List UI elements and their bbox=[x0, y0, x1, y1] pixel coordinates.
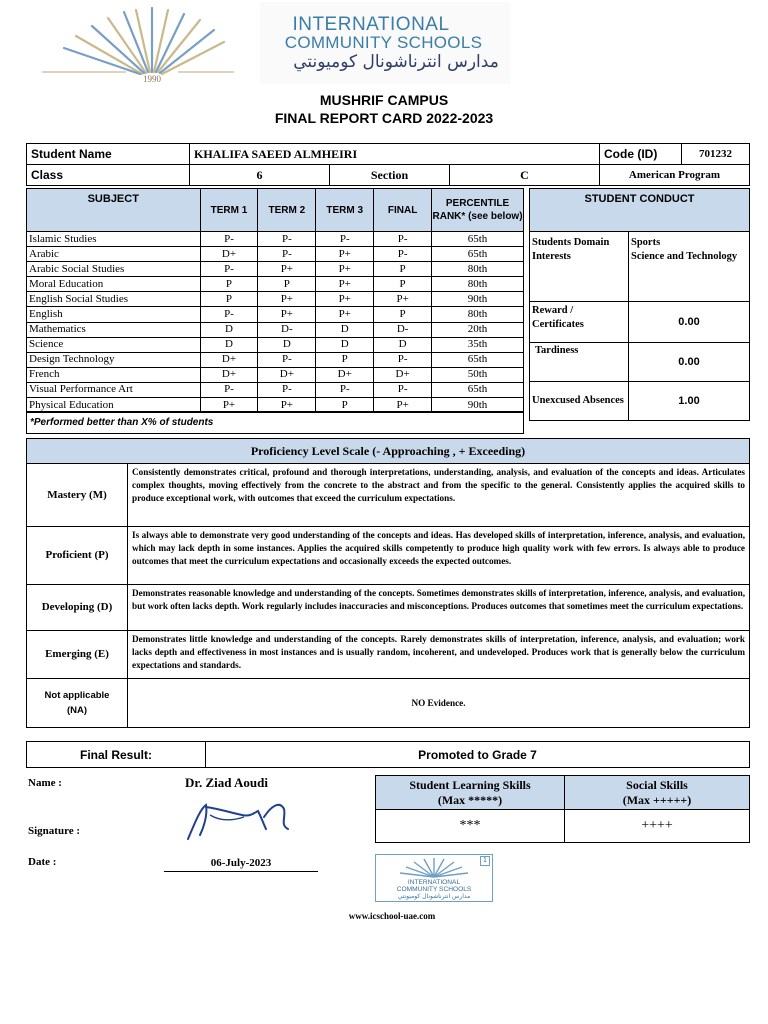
program-name: American Program bbox=[600, 165, 750, 186]
level-emerging-label: Emerging (E) bbox=[27, 631, 128, 679]
skills-table bbox=[375, 775, 750, 843]
percentile-rank: 80th bbox=[432, 307, 524, 322]
term2-grade: P- bbox=[258, 247, 316, 262]
social-skills-header bbox=[565, 776, 750, 810]
final-grade: D+ bbox=[374, 367, 432, 382]
term1-grade: D+ bbox=[200, 352, 258, 367]
percentile-rank: 90th bbox=[432, 292, 524, 307]
handwritten-signature bbox=[180, 795, 300, 850]
domain-interests-value bbox=[629, 232, 750, 302]
final-grade: P bbox=[374, 277, 432, 292]
final-result-table bbox=[26, 741, 750, 768]
reward-label: Reward / Certificates bbox=[530, 302, 629, 343]
school-name-line2: COMMUNITY SCHOOLS bbox=[284, 33, 483, 52]
grade-row bbox=[27, 292, 524, 307]
percentile-rank: 80th bbox=[432, 262, 524, 277]
level-na-label: Not applicable (NA) bbox=[27, 679, 128, 728]
term3-grade: P bbox=[316, 398, 374, 413]
term2-grade: D- bbox=[258, 322, 316, 337]
grade-row bbox=[27, 307, 524, 322]
level-proficient-text: Is always able to demonstrate very good understanding of the concepts and ideas. Has developed skills of interpretation, inference, analysis, and evaluation, which may lack depth in some instances. Applies the acquired skills competently to produce high quality work with few errors. Is always able to produce outcomes that meet the curriculum expectations and occasionally exceeds the expected outcomes. bbox=[128, 527, 750, 585]
final-grade: P- bbox=[374, 382, 432, 397]
percentile-rank: 65th bbox=[432, 382, 524, 397]
term2-grade: P+ bbox=[258, 262, 316, 277]
code-label: Code (ID) bbox=[600, 144, 682, 165]
student-name: KHALIFA SAEED ALMHEIRI bbox=[190, 144, 600, 165]
percentile-rank: 65th bbox=[432, 247, 524, 262]
grade-row bbox=[27, 337, 524, 352]
term1-grade: D+ bbox=[200, 367, 258, 382]
subject-name: Mathematics bbox=[27, 322, 201, 337]
percentile-footnote: *Performed better than X% of students bbox=[26, 411, 524, 434]
final-result-value: Promoted to Grade 7 bbox=[206, 742, 750, 768]
col-term3: TERM 3 bbox=[316, 189, 374, 232]
subject-name: Design Technology bbox=[27, 352, 201, 367]
subject-name: Physical Education bbox=[27, 398, 201, 413]
social-skills-label: Social Skills bbox=[626, 777, 688, 792]
term1-grade: P- bbox=[200, 232, 258, 247]
proficiency-title: Proficiency Level Scale (- Approaching , + Exceeding) bbox=[27, 439, 750, 464]
level-mastery-label: Mastery (M) bbox=[27, 464, 128, 527]
grade-row bbox=[27, 382, 524, 397]
report-title: FINAL REPORT CARD 2022-2023 bbox=[274, 110, 494, 126]
subject-name: English Social Studies bbox=[27, 292, 201, 307]
final-result-label: Final Result: bbox=[27, 742, 206, 768]
campus-name: MUSHRIF CAMPUS bbox=[319, 92, 449, 108]
term1-grade: D+ bbox=[200, 247, 258, 262]
term3-grade: P bbox=[316, 352, 374, 367]
subject-name: Visual Performance Art bbox=[27, 382, 201, 397]
percentile-rank: 90th bbox=[432, 398, 524, 413]
level-mastery-text: Consistently demonstrates critical, profound and thorough interpretations, understanding, analysis, and evaluation of the concepts and ideas. Articulates complex thoughts, moving effectively from the concrete to the abstract and from the specific to the general. Consistently applies the acquired skills to produce exceptional work, with outcomes that exceed the curriculum expectations. bbox=[128, 464, 750, 527]
signatory-name: Dr. Ziad Aoudi bbox=[185, 775, 268, 790]
subject-name: Arabic Social Studies bbox=[27, 262, 201, 277]
reward-value: 0.00 bbox=[629, 302, 750, 343]
grade-row bbox=[27, 232, 524, 247]
subject-name: Moral Education bbox=[27, 277, 201, 292]
class-value: 6 bbox=[190, 165, 330, 186]
subject-name: English bbox=[27, 307, 201, 322]
student-code: 701232 bbox=[682, 144, 750, 165]
stamp-number: 1 bbox=[480, 856, 490, 866]
percentile-rank: 65th bbox=[432, 232, 524, 247]
term3-grade: P+ bbox=[316, 307, 374, 322]
percentile-rank: 20th bbox=[432, 322, 524, 337]
term1-grade: P- bbox=[200, 307, 258, 322]
col-percentile: PERCENTILE RANK* (see below) bbox=[432, 189, 524, 232]
learning-skills-header bbox=[376, 776, 565, 810]
school-name-arabic: مدارس انترناشونال كوميونتي bbox=[293, 52, 499, 72]
term1-grade: P- bbox=[200, 262, 258, 277]
stamp-arabic: مدارس انترناشونال كوميونتي bbox=[397, 893, 471, 900]
term1-grade: D bbox=[200, 322, 258, 337]
term3-grade: D+ bbox=[316, 367, 374, 382]
term2-grade: P- bbox=[258, 382, 316, 397]
student-conduct-table bbox=[529, 188, 750, 421]
final-grade: P- bbox=[374, 232, 432, 247]
final-grade: D- bbox=[374, 322, 432, 337]
grades-table bbox=[26, 188, 524, 413]
term2-grade: P+ bbox=[258, 398, 316, 413]
grade-row bbox=[27, 367, 524, 382]
term2-grade: P bbox=[258, 277, 316, 292]
percentile-rank: 80th bbox=[432, 277, 524, 292]
learning-skills-max: (Max *****) bbox=[437, 792, 503, 807]
grade-row bbox=[27, 352, 524, 367]
final-grade: P bbox=[374, 262, 432, 277]
term3-grade: P+ bbox=[316, 247, 374, 262]
absences-label: Unexcused Absences bbox=[530, 382, 629, 421]
subject-name: Arabic bbox=[27, 247, 201, 262]
student-name-label: Student Name bbox=[27, 144, 190, 165]
term1-grade: P bbox=[200, 292, 258, 307]
term3-grade: D bbox=[316, 322, 374, 337]
term3-grade: P+ bbox=[316, 262, 374, 277]
subject-name: French bbox=[27, 367, 201, 382]
term1-grade: P- bbox=[200, 382, 258, 397]
term2-grade: D+ bbox=[258, 367, 316, 382]
subject-name: Science bbox=[27, 337, 201, 352]
final-grade: P bbox=[374, 307, 432, 322]
social-skills-value: ++++ bbox=[565, 810, 750, 843]
student-info-table bbox=[26, 143, 750, 186]
tardiness-value: 0.00 bbox=[629, 343, 750, 382]
final-grade: P- bbox=[374, 247, 432, 262]
proficiency-scale-table bbox=[26, 438, 750, 728]
logo-year: 1990 bbox=[143, 74, 161, 84]
subject-name: Islamic Studies bbox=[27, 232, 201, 247]
domain-interest-1: Sports bbox=[631, 237, 661, 248]
term3-grade: P+ bbox=[316, 292, 374, 307]
date-label: Date : bbox=[28, 856, 57, 868]
col-term2: TERM 2 bbox=[258, 189, 316, 232]
school-stamp bbox=[375, 854, 493, 902]
percentile-rank: 50th bbox=[432, 367, 524, 382]
level-developing-label: Developing (D) bbox=[27, 585, 128, 631]
stamp-line1: INTERNATIONAL bbox=[407, 879, 461, 886]
school-crest-logo bbox=[28, 2, 248, 84]
level-developing-text: Demonstrates reasonable knowledge and understanding of the concepts. Sometimes demonstrates skills of interpretation, inference, analysis, and evaluation, but work often lacks depth. Work regularly includes inaccuracies and misconceptions. Produces outcomes that sometimes meet the curriculum expectations. bbox=[128, 585, 750, 631]
term3-grade: P+ bbox=[316, 277, 374, 292]
term3-grade: P- bbox=[316, 232, 374, 247]
class-label: Class bbox=[27, 165, 190, 186]
level-proficient-label: Proficient (P) bbox=[27, 527, 128, 585]
section-label: Section bbox=[330, 165, 450, 186]
term2-grade: P- bbox=[258, 232, 316, 247]
conduct-title: STUDENT CONDUCT bbox=[530, 189, 750, 232]
term2-grade: P- bbox=[258, 352, 316, 367]
school-name-line1: INTERNATIONAL bbox=[292, 14, 450, 35]
final-grade: P+ bbox=[374, 398, 432, 413]
domain-interests-label: Students Domain Interests bbox=[530, 232, 629, 302]
term1-grade: P bbox=[200, 277, 258, 292]
tardiness-label: Tardiness bbox=[530, 343, 629, 382]
learning-skills-label: Student Learning Skills bbox=[409, 777, 531, 792]
col-term1: TERM 1 bbox=[200, 189, 258, 232]
school-website: www.icschool-uae.com bbox=[348, 911, 436, 921]
term2-grade: D bbox=[258, 337, 316, 352]
percentile-rank: 65th bbox=[432, 352, 524, 367]
level-na-text: NO Evidence. bbox=[128, 679, 750, 728]
name-label: Name : bbox=[28, 777, 62, 789]
term1-grade: D bbox=[200, 337, 258, 352]
domain-interest-2: Science and Technology bbox=[631, 251, 738, 262]
col-final: FINAL bbox=[374, 189, 432, 232]
final-grade: P- bbox=[374, 352, 432, 367]
grade-row bbox=[27, 262, 524, 277]
term2-grade: P+ bbox=[258, 292, 316, 307]
level-emerging-text: Demonstrates little knowledge and understanding of the concepts. Rarely demonstrates skills of interpretation, inference, analysis, and evaluation; work lacks depth and effectiveness in most instances and is usually random, incoherent, and undeveloped. Produces work that is generally below the curriculum expectations and standards. bbox=[128, 631, 750, 679]
grade-row bbox=[27, 247, 524, 262]
signature-label: Signature : bbox=[28, 825, 81, 837]
signoff-date: 06-July-2023 bbox=[164, 857, 318, 872]
term3-grade: P- bbox=[316, 382, 374, 397]
final-grade: P+ bbox=[374, 292, 432, 307]
final-grade: D bbox=[374, 337, 432, 352]
percentile-rank: 35th bbox=[432, 337, 524, 352]
absences-value: 1.00 bbox=[629, 382, 750, 421]
learning-skills-value: *** bbox=[376, 810, 565, 843]
stamp-line2: COMMUNITY SCHOOLS bbox=[396, 886, 472, 893]
term2-grade: P+ bbox=[258, 307, 316, 322]
grade-row bbox=[27, 322, 524, 337]
col-subject: SUBJECT bbox=[27, 189, 201, 232]
section-value: C bbox=[450, 165, 600, 186]
grade-row bbox=[27, 277, 524, 292]
term3-grade: D bbox=[316, 337, 374, 352]
social-skills-max: (Max +++++) bbox=[622, 792, 692, 807]
term1-grade: P+ bbox=[200, 398, 258, 413]
